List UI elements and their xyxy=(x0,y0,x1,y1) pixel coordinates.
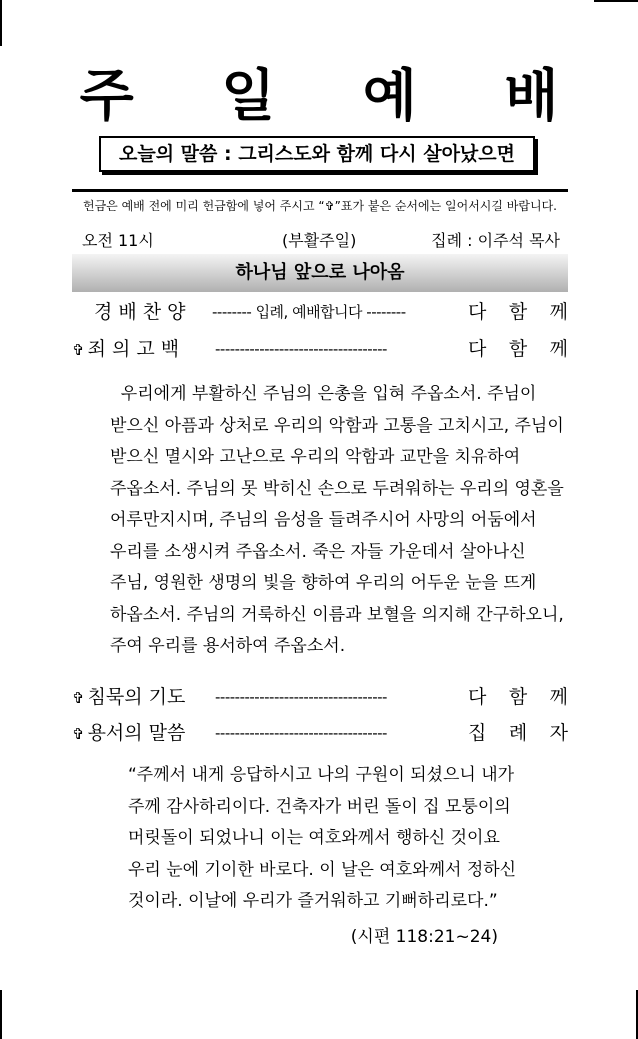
scripture-line: 주께 감사하리이다. 건축자가 버린 돌이 집 모퉁이의 xyxy=(128,796,511,817)
order-label: ✞ 침묵의 기도 xyxy=(72,686,186,708)
order-label: ✞ 용서의 말씀 xyxy=(72,722,186,744)
sermon-theme: 오늘의 말씀 : 그리스도와 함께 다시 살아났으면 xyxy=(99,136,535,172)
confession-line: 받으신 아픔과 상처로 우리의 악함과 고통을 고치시고, 주님이 xyxy=(110,415,564,436)
service-time: 오전 11시 xyxy=(82,231,154,250)
confession-line: 어루만지시며, 주님의 음성을 들려주시어 사망의 어둠에서 xyxy=(110,510,537,530)
cross-icon: ✞ xyxy=(72,689,85,707)
order-performer: 집 례 자 xyxy=(468,722,568,744)
crop-mark-bottom-left xyxy=(0,990,2,1039)
order-item xyxy=(72,297,568,327)
order-leader: -------- 입례, 예배합니다 -------- xyxy=(212,303,406,321)
confession-line: 우리에게 부활하신 주님의 은총을 입혀 주옵소서. 주님이 xyxy=(110,384,537,404)
order-performer: 다 함 께 xyxy=(468,686,568,708)
order-performer: 다 함 께 xyxy=(468,338,568,360)
confession-prayer xyxy=(110,379,564,663)
top-divider xyxy=(72,189,568,192)
crop-mark-top-left xyxy=(0,0,2,46)
service-info xyxy=(82,229,560,253)
cross-icon: ✞ xyxy=(72,725,85,743)
section-heading: 하나님 앞으로 나아옴 xyxy=(72,254,568,292)
scripture-line: 머릿돌이 되었나니 이는 여호와께서 행하신 것이요 xyxy=(128,828,500,848)
scripture-passage xyxy=(128,760,516,918)
order-item xyxy=(72,334,568,364)
crop-mark-top-right xyxy=(594,0,638,2)
scripture-line: 우리 눈에 기이한 바로다. 이 날은 여호와께서 정하신 xyxy=(128,859,517,880)
order-leader: ----------------------------------- xyxy=(215,340,387,358)
order-label: 경 배 찬 양 xyxy=(94,301,186,323)
confession-line: 받으신 멸시와 고난으로 우리의 악함과 교만을 치유하여 xyxy=(110,447,521,467)
confession-line: 주여 우리를 용서하여 주옵소서. xyxy=(110,636,346,656)
order-performer: 다 함 께 xyxy=(468,301,568,323)
confession-line: 우리를 소생시켜 주옵소서. 죽은 자들 가운데서 살아나신 xyxy=(110,541,526,562)
offering-notice: 헌금은 예배 전에 미리 헌금함에 넣어 주시고 “✞”표가 붙은 순서에는 일어서시길 바랍니다. xyxy=(83,199,557,213)
confession-line: 주님, 영원한 생명의 빛을 향하여 우리의 어두운 눈을 뜨게 xyxy=(110,573,537,593)
confession-line: 주옵소서. 주님의 못 박히신 손으로 두려워하는 우리의 영혼을 xyxy=(110,478,564,499)
order-label: ✞ 죄 의 고 백 xyxy=(72,338,180,360)
service-officiant: 집례 : 이주석 목사 xyxy=(431,231,560,250)
order-item xyxy=(72,682,568,712)
order-item xyxy=(72,718,568,748)
scripture-reference: (시편 118:21~24) xyxy=(350,927,498,947)
service-occasion: (부활주일) xyxy=(282,231,357,250)
order-leader: ----------------------------------- xyxy=(215,688,387,706)
page-title: 주 일 예 배 xyxy=(79,64,593,129)
confession-line: 하옵소서. 주님의 거룩하신 이름과 보혈을 의지해 간구하오니, xyxy=(110,604,564,625)
scripture-line: 것이라. 이날에 우리가 즐거워하고 기뻐하리로다.” xyxy=(128,891,498,911)
order-leader: ----------------------------------- xyxy=(215,724,387,742)
scripture-line: “주께서 내게 응답하시고 나의 구원이 되셨으니 내가 xyxy=(128,765,515,785)
cross-icon: ✞ xyxy=(72,341,85,359)
